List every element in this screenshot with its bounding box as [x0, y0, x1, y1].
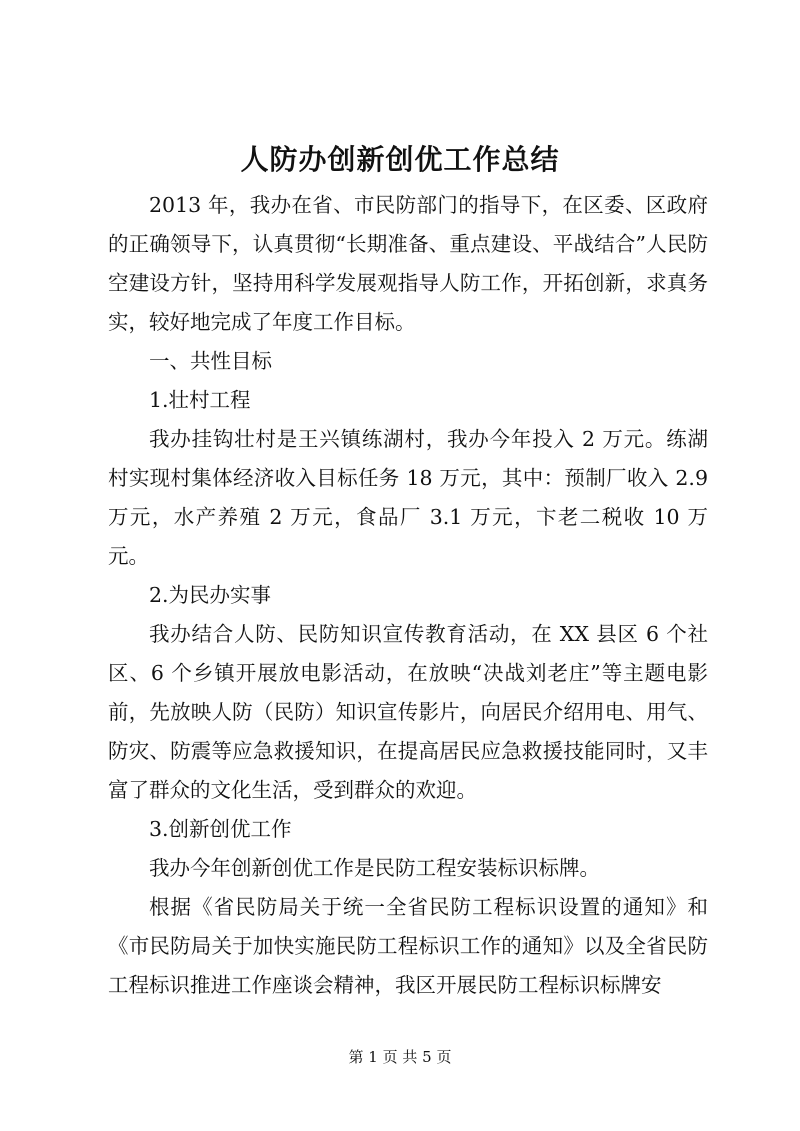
heading-innovation: 3.创新创优工作 [149, 817, 292, 841]
paragraph-signage: 根据《省民防局关于统一全省民防工程标识设置的通知》和《市民防局关于加快实施民防工程标识工作的通知》以及全省民防工程标识推进工作座谈会精神，我区开展民防工程标识标牌安 [108, 895, 708, 997]
document-body [108, 186, 708, 1005]
page-footer: 第 1 页 共 5 页 [348, 1048, 452, 1066]
heading-common-goals: 一、共性目标 [149, 349, 272, 373]
paragraph-innovation: 我办今年创新创优工作是民防工程安装标识标牌。 [149, 856, 600, 880]
paragraph-public-service: 我办结合人防、民防知识宣传教育活动，在 XX 县区 6 个社区、6 个乡镇开展放电影活动，在放映“决战刘老庄”等主题电影前，先放映人防（民防）知识宣传影片，向居民介绍用电、用气、防灾、防震等应急救援知识，在提高居民应急救援技能同时，又丰富了群众的文化生活，受到群众的欢迎。 [108, 622, 708, 802]
page-title: 人防办创新创优工作总结 [240, 143, 560, 176]
paragraph-village-project: 我办挂钩壮村是王兴镇练湖村，我办今年投入 2 万元。练湖村实现村集体经济收入目标任务 18 万元，其中：预制厂收入 2.9 万元，水产养殖 2 万元，食品厂 3.1 万元，卞老二税收 10 万元。 [108, 427, 708, 568]
paragraph-intro: 2013 年，我办在省、市民防部门的指导下，在区委、区政府的正确领导下，认真贯彻“长期准备、重点建设、平战结合”人民防空建设方针，坚持用科学发展观指导人防工作，开拓创新，求真务实，较好地完成了年度工作目标。 [108, 193, 708, 334]
heading-village-project: 1.壮村工程 [149, 388, 251, 412]
heading-public-service: 2.为民办实事 [149, 583, 272, 607]
